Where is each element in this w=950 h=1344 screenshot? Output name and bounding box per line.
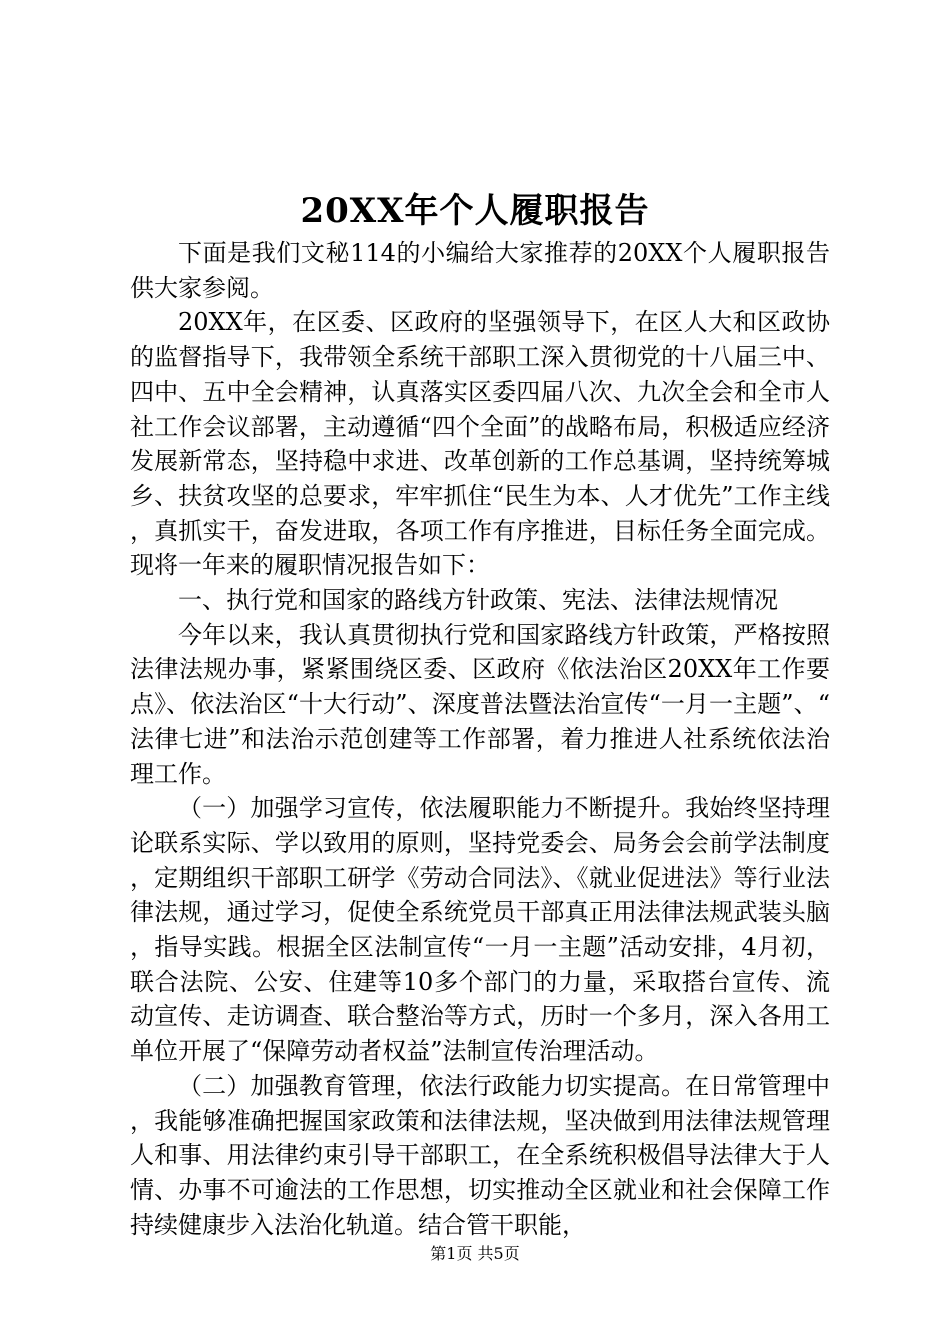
intro-paragraph: 下面是我们文秘114的小编给大家推荐的20XX个人履职报告供大家参阅。 — [130, 239, 830, 302]
subsection-paragraph-2: （二）加强教育管理，依法行政能力切实提高。在日常管理中，我能够准确把握国家政策和法律法规，坚决做到用法律法规管理人和事、用法律约束引导干部职工，在全系统积极倡导法律大于人情、办事不可逾法的工作思想，切实推动全区就业和社会保障工作持续健康步入法治化轨道。结合管干职能， — [130, 1071, 830, 1239]
section-heading: 一、执行党和国家的路线方针政策、宪法、法律法规情况 — [178, 586, 778, 615]
document-title: 20XX年个人履职报告 — [300, 191, 650, 231]
subsection-paragraph-1: （一）加强学习宣传，依法履职能力不断提升。我始终坚持理论联系实际、学以致用的原则，坚持党委会、局务会会前学法制度，定期组织干部职工研学《劳动合同法》、《就业促进法》等行业法律法规，通过学习，促使全系统党员干部真正用法律法规武装头脑，指导实践。根据全区法制宣传“一月一主题”活动安排，4月初，联合法院、公安、住建等10多个部门的力量，采取搭台宣传、流动宣传、走访调查、联合整治等方式，历时一个多月，深入各用工单位开展了“保障劳动者权益”法制宣传治理活动。 — [130, 794, 830, 1066]
document-body — [130, 236, 830, 1242]
page-footer: 第1页 共5页 — [430, 1244, 520, 1263]
summary-paragraph: 20XX年，在区委、区政府的坚强领导下，在区人大和区政协的监督指导下，我带领全系统干部职工深入贯彻党的十八届三中、四中、五中全会精神，认真落实区委四届八次、九次全会和全市人社工作会议部署，主动遵循“四个全面”的战略布局，积极适应经济发展新常态，坚持稳中求进、改革创新的工作总基调，坚持统筹城乡、扶贫攻坚的总要求，牢牢抓住“民生为本、人才优先”工作主线，真抓实干，奋发进取，各项工作有序推进，目标任务全面完成。现将一年来的履职情况报告如下： — [130, 308, 830, 580]
section-paragraph: 今年以来，我认真贯彻执行党和国家路线方针政策，严格按照法律法规办事，紧紧围绕区委、区政府《依法治区20XX年工作要点》、依法治区“十大行动”、深度普法暨法治宣传“一月一主题”、“法律七进”和法治示范创建等工作部署，着力推进人社系统依法治理工作。 — [130, 620, 830, 788]
